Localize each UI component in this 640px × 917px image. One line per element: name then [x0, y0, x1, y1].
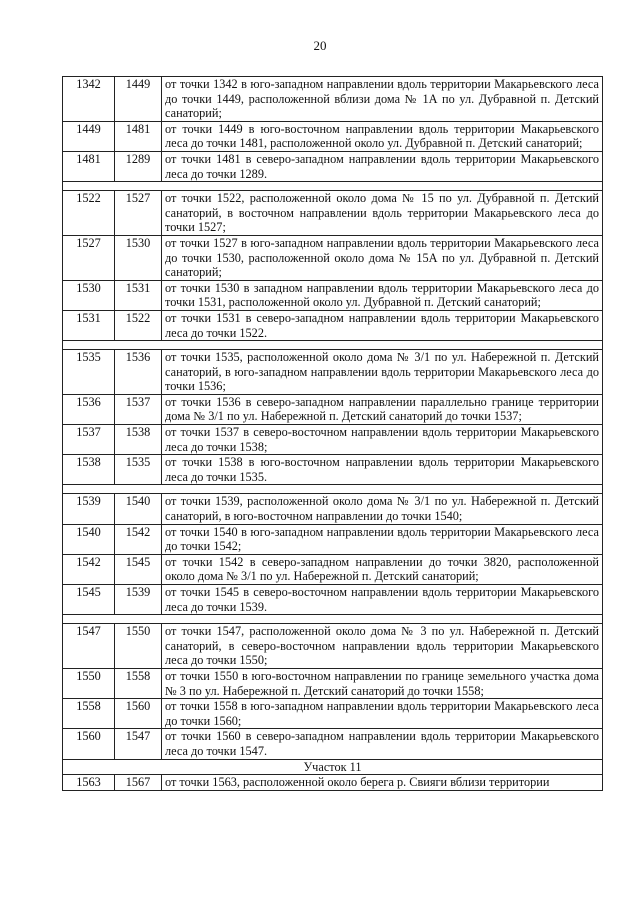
to-point-cell: 1550: [115, 624, 162, 669]
to-point-cell: 1536: [115, 350, 162, 395]
separator-cell: [63, 615, 603, 624]
table-row: [63, 455, 603, 485]
separator-cell: [63, 485, 603, 494]
to-point-cell: 1539: [115, 585, 162, 615]
to-point-cell: 1535: [115, 455, 162, 485]
table-row: [63, 668, 603, 698]
table-row: [63, 235, 603, 280]
to-point-cell: 1567: [115, 775, 162, 791]
description-cell: от точки 1550 в юго-восточном направлении по границе земельного участка дома № 3 по ул. Набережной п. Детский санаторий до точки 1558;: [162, 668, 603, 698]
description-cell: от точки 1535, расположенной около дома № 3/1 по ул. Набережной п. Детский санаторий, в юго-западном направлении вдоль территории Макарьевского леса до точки 1536;: [162, 350, 603, 395]
from-point-cell: 1531: [63, 310, 115, 340]
table-row: [63, 191, 603, 236]
table-row: [63, 494, 603, 524]
from-point-cell: 1449: [63, 121, 115, 151]
section-header-row: [63, 759, 603, 775]
from-point-cell: 1545: [63, 585, 115, 615]
to-point-cell: 1449: [115, 77, 162, 122]
from-point-cell: 1540: [63, 524, 115, 554]
table-row: [63, 425, 603, 455]
to-point-cell: 1545: [115, 554, 162, 584]
to-point-cell: 1537: [115, 394, 162, 424]
description-cell: от точки 1449 в юго-восточном направлении вдоль территории Макарьевского леса до точки 1481, расположенной около ул. Дубравной п. Детский санаторий;: [162, 121, 603, 151]
table-row: [63, 524, 603, 554]
boundary-points-table: [62, 76, 603, 791]
description-cell: от точки 1342 в юго-западном направлении вдоль территории Макарьевского леса до точки 1449, расположенной вблизи дома № 1А по ул. Дубравной п. Детский санаторий;: [162, 77, 603, 122]
description-cell: от точки 1539, расположенной около дома № 3/1 по ул. Набережной п. Детский санаторий, в юго-восточном направлении до точки 1540;: [162, 494, 603, 524]
from-point-cell: 1542: [63, 554, 115, 584]
description-cell: от точки 1560 в северо-западном направлении вдоль территории Макарьевского леса до точки 1547.: [162, 729, 603, 759]
table-row: [63, 585, 603, 615]
to-point-cell: 1560: [115, 699, 162, 729]
table-row: [63, 394, 603, 424]
table-row: [63, 121, 603, 151]
from-point-cell: 1538: [63, 455, 115, 485]
description-cell: от точки 1530 в западном направлении вдоль территории Макарьевского леса до точки 1531, расположенной около ул. Дубравной п. Детский санаторий;: [162, 280, 603, 310]
page-number: 20: [313, 38, 327, 53]
table-row: [63, 151, 603, 181]
to-point-cell: 1481: [115, 121, 162, 151]
from-point-cell: 1537: [63, 425, 115, 455]
description-cell: от точки 1563, расположенной около берега р. Свияги вблизи территории: [162, 775, 603, 791]
separator-row: [63, 615, 603, 624]
description-cell: от точки 1545 в северо-восточном направлении вдоль территории Макарьевского леса до точки 1539.: [162, 585, 603, 615]
from-point-cell: 1547: [63, 624, 115, 669]
from-point-cell: 1522: [63, 191, 115, 236]
description-cell: от точки 1522, расположенной около дома № 15 по ул. Дубравной п. Детский санаторий, в восточном направлении вдоль территории Макарьевского леса до точки 1527;: [162, 191, 603, 236]
from-point-cell: 1558: [63, 699, 115, 729]
table-row: [63, 775, 603, 791]
description-cell: от точки 1481 в северо-западном направлении вдоль территории Макарьевского леса до точки 1289.: [162, 151, 603, 181]
from-point-cell: 1563: [63, 775, 115, 791]
to-point-cell: 1558: [115, 668, 162, 698]
to-point-cell: 1522: [115, 310, 162, 340]
to-point-cell: 1527: [115, 191, 162, 236]
from-point-cell: 1535: [63, 350, 115, 395]
table-row: [63, 624, 603, 669]
to-point-cell: 1540: [115, 494, 162, 524]
separator-cell: [63, 182, 603, 191]
description-cell: от точки 1531 в северо-западном направлении вдоль территории Макарьевского леса до точки 1522.: [162, 310, 603, 340]
description-cell: от точки 1538 в юго-восточном направлении вдоль территории Макарьевского леса до точки 1535.: [162, 455, 603, 485]
table-row: [63, 699, 603, 729]
separator-row: [63, 485, 603, 494]
separator-cell: [63, 341, 603, 350]
from-point-cell: 1560: [63, 729, 115, 759]
from-point-cell: 1530: [63, 280, 115, 310]
to-point-cell: 1547: [115, 729, 162, 759]
to-point-cell: 1530: [115, 235, 162, 280]
description-cell: от точки 1542 в северо-западном направлении до точки 3820, расположенной около дома № 3/1 по ул. Набережной п. Детский санаторий;: [162, 554, 603, 584]
from-point-cell: 1481: [63, 151, 115, 181]
table-row: [63, 280, 603, 310]
separator-row: [63, 182, 603, 191]
table-row: [63, 350, 603, 395]
from-point-cell: 1539: [63, 494, 115, 524]
table-row: [63, 554, 603, 584]
separator-row: [63, 341, 603, 350]
section-title: Участок 11: [63, 759, 603, 775]
from-point-cell: 1550: [63, 668, 115, 698]
from-point-cell: 1342: [63, 77, 115, 122]
to-point-cell: 1531: [115, 280, 162, 310]
from-point-cell: 1536: [63, 394, 115, 424]
from-point-cell: 1527: [63, 235, 115, 280]
description-cell: от точки 1536 в северо-западном направлении параллельно границе территории дома № 3/1 по ул. Набережной п. Детский санаторий до точки 1537;: [162, 394, 603, 424]
description-cell: от точки 1527 в юго-западном направлении вдоль территории Макарьевского леса до точки 1530, расположенной около дома № 15А по ул. Дубравной п. Детский санаторий;: [162, 235, 603, 280]
to-point-cell: 1289: [115, 151, 162, 181]
description-cell: от точки 1558 в юго-западном направлении вдоль территории Макарьевского леса до точки 1560;: [162, 699, 603, 729]
table-row: [63, 310, 603, 340]
description-cell: от точки 1547, расположенной около дома № 3 по ул. Набережной п. Детский санаторий, в северо-восточном направлении вдоль территории Макарьевского леса до точки 1550;: [162, 624, 603, 669]
description-cell: от точки 1540 в юго-западном направлении вдоль территории Макарьевского леса до точки 1542;: [162, 524, 603, 554]
to-point-cell: 1542: [115, 524, 162, 554]
table-body: [63, 77, 603, 791]
table-row: [63, 77, 603, 122]
to-point-cell: 1538: [115, 425, 162, 455]
description-cell: от точки 1537 в северо-восточном направлении вдоль территории Макарьевского леса до точки 1538;: [162, 425, 603, 455]
table-row: [63, 729, 603, 759]
